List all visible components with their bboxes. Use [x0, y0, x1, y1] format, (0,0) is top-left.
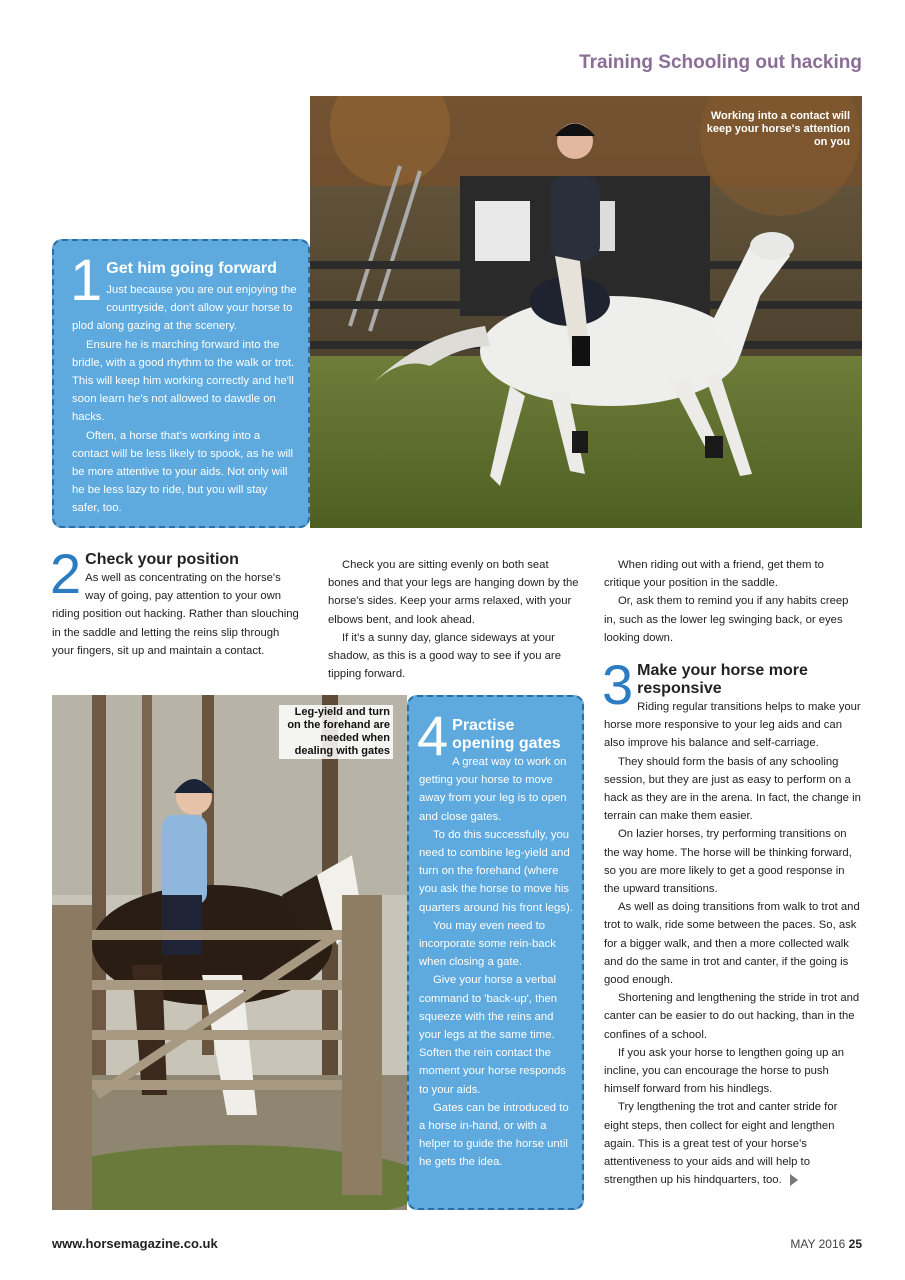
- tip2-paragraph: Check you are sitting evenly on both seat bones and that your legs are hanging down by the horse's sides. Keep your arms relaxed, with your elbows bent, and look ahead.: [328, 559, 579, 626]
- tip3-title: Make your horse more responsive: [637, 662, 808, 697]
- tip4-paragraph: A great way to work on getting your horse to move away from your leg is to open and close gates.: [419, 756, 567, 823]
- tip4-paragraph: You may even need to incorporate some rein-back when closing a gate.: [419, 919, 556, 969]
- tip1-paragraph: Ensure he is marching forward into the bridle, with a good rhythm to the walk or trot. This will keep him working correctly and he'll soon learn he's not allowed to dawdle on hacks.: [72, 338, 295, 424]
- tip3-paragraph: If you ask your horse to lengthen going up an incline, you can encourage the horse to push himself forward from his hindlegs.: [604, 1046, 845, 1096]
- tip3-paragraph: On lazier horses, try performing transitions on the way home. The horse will be thinking forward, so you are more likely to get a good response in the upward transitions.: [604, 828, 852, 896]
- tip1-number: 1: [70, 248, 103, 313]
- tip2-number: 2: [50, 542, 82, 605]
- tip2-paragraph: As well as concentrating on the horse's way of going, pay attention to your own riding position out hacking. Rather than slouching in the saddle and letting the reins slip through your fingers, sit up and maintain a contact.: [52, 572, 299, 657]
- tip2-paragraph: Or, ask them to remind you if any habits creep in, such as the lower leg swinging back, or eyes looking down.: [604, 595, 849, 644]
- tip4-paragraph: Give your horse a verbal command to 'back-up', then squeeze with the reins and your legs at the same time. Soften the rein contact the moment your horse responds to your aids.: [419, 974, 566, 1096]
- tip4-paragraph: Gates can be introduced to a horse in-hand, or with a helper to guide the horse until he gets the idea.: [419, 1101, 569, 1169]
- tip3-last-paragraph: Try lengthening the trot and canter stride for eight steps, then collect for eight and lengthen again. This is a great test of your horse's attentiveness to your aids and will help to strengthen up his hindquarters, too.: [604, 1101, 838, 1187]
- tip2-column-3: [604, 556, 862, 647]
- tip3-column: [602, 653, 862, 1189]
- tip4-number: 4: [417, 704, 449, 767]
- website-link[interactable]: www.horsemagazine.co.uk: [52, 1236, 218, 1251]
- tip3-number: 3: [602, 653, 634, 716]
- continue-arrow-icon: [790, 1174, 798, 1186]
- issue-date: MAY 2016: [790, 1237, 846, 1251]
- tip3-paragraph: Riding regular transitions helps to make your horse more responsive to your leg aids and can also improve his balance and self-carriage.: [604, 701, 861, 750]
- gate-horse-illustration: [52, 695, 407, 1210]
- tip3-paragraph: They should form the basis of any schooling session, but they are just as easy to perform on a hack as they are in the arena. In fact, the change in terrain can make them easier.: [604, 755, 861, 823]
- photo-horse-at-gate: [52, 695, 407, 1210]
- page-footer: [790, 1237, 862, 1251]
- photo2-caption: Leg-yield and turn on the forehand are needed when dealing with gates: [279, 705, 393, 759]
- tip1-paragraph: Often, a horse that's working into a contact will be less likely to spook, as he will be more attentive to your aids. Not only will he be less lazy to ride, but you will stay safer, too.: [72, 429, 294, 515]
- tip2-column-2: [328, 556, 580, 683]
- tip1-title: Get him going forward: [106, 260, 277, 277]
- tip2-title: Check your position: [85, 551, 239, 568]
- page-number: 25: [848, 1237, 862, 1251]
- tip2-column-1: [50, 542, 300, 660]
- tip1-paragraph: Just because you are out enjoying the countryside, don't allow your horse to plod along gazing at the scenery.: [72, 284, 297, 333]
- photo-grey-horse: [310, 96, 862, 528]
- tip3-paragraph: Shortening and lengthening the stride in trot and canter can be easier to do out hacking, than in the confines of a school.: [604, 992, 860, 1041]
- section-header: Training Schooling out hacking: [579, 52, 862, 73]
- tip1-box: [52, 239, 310, 528]
- tip2-paragraph: If it's a sunny day, glance sideways at your shadow, as this is a good way to see if you are tipping forward.: [328, 631, 561, 681]
- tip4-title: Practise opening gates: [452, 717, 561, 752]
- tip4-box: [407, 695, 584, 1210]
- tip4-paragraph: To do this successfully, you need to combine leg-yield and turn on the forehand (where you ask the horse to move his quarters around his front legs).: [419, 828, 573, 914]
- grey-horse-illustration: [310, 96, 862, 528]
- tip3-paragraph: [604, 1098, 862, 1189]
- tip3-paragraph: As well as doing transitions from walk to trot and trot to walk, ride some between the paces. So, ask for a bigger walk, and then a more collected walk and do the same in trot and canter, if the going is good enough.: [604, 901, 860, 987]
- photo1-caption: Working into a contact will keep your horse's attention on you: [706, 110, 850, 148]
- tip2-paragraph: When riding out with a friend, get them to critique your position in the saddle.: [604, 559, 824, 590]
